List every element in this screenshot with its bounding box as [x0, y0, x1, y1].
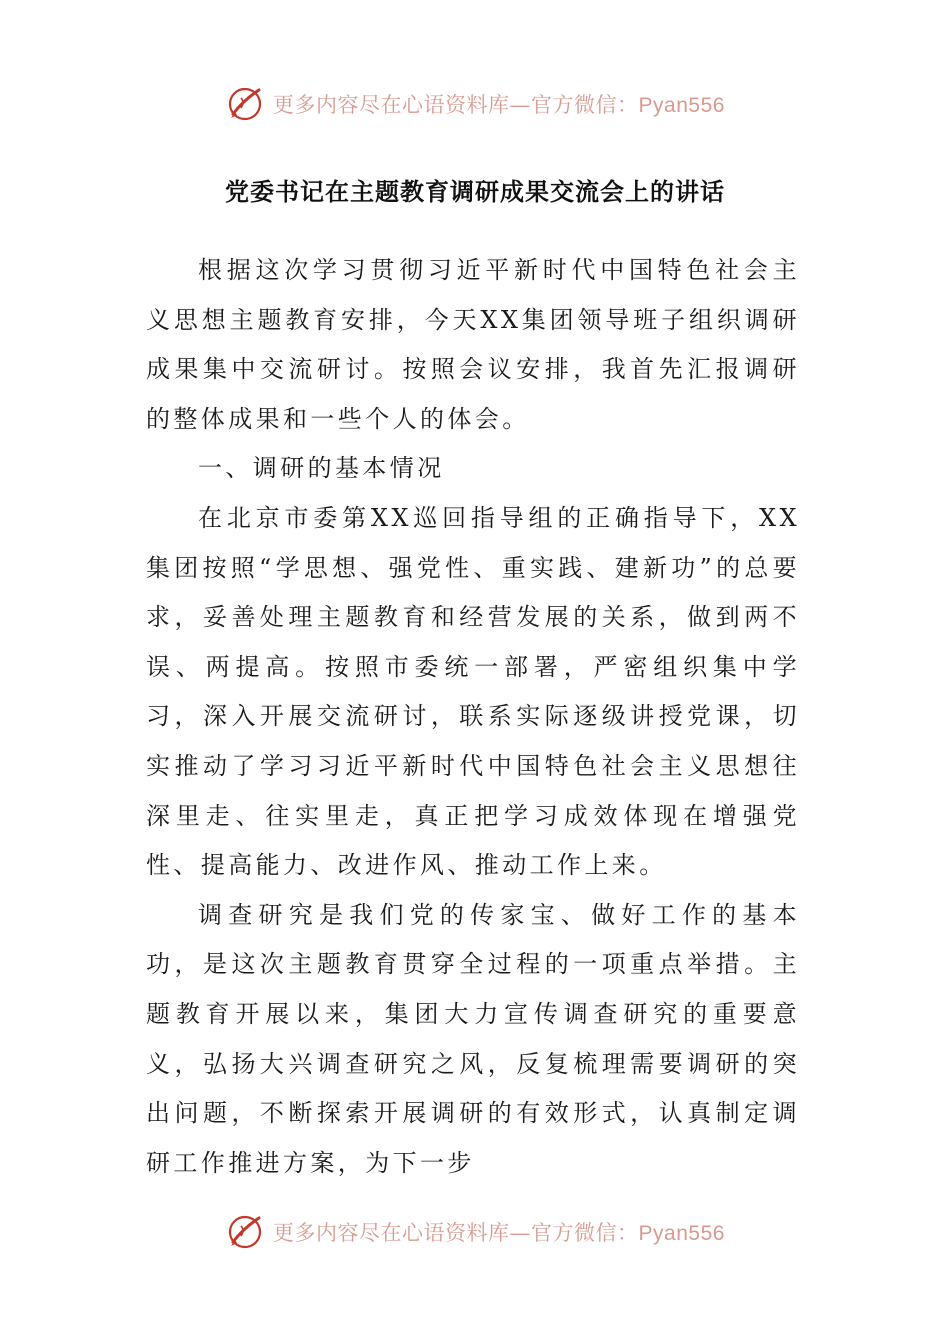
document-title: 党委书记在主题教育调研成果交流会上的讲话 [225, 178, 725, 206]
watermark-wechat-id: Pyan556 [638, 1222, 725, 1245]
paragraph-situation: 在北京市委第XX巡回指导组的正确指导下，XX集团按照“学思想、强党性、重实践、建新功”的总要求，妥善处理主题教育和经营发展的关系，做到两不误、两提高。按照市委统一部署，严密组织集中学习，深入开展交流研讨，联系实际逐级讲授党课，切实推动了学习习近平新时代中国特色社会主义思想往深里走、往实里走，真正把学习成效体现在增强党性、提高能力、改进作风、推动工作上来。 [146, 503, 800, 880]
pen-logo-icon [225, 1212, 265, 1252]
watermark-site-text: 更多内容尽在心语资料库—官方微信： [273, 1221, 639, 1245]
watermark-wechat-id: Pyan556 [638, 94, 725, 117]
section-heading: 一、调研的基本情况 [198, 454, 445, 483]
watermark-text [273, 1217, 725, 1247]
watermark-text [273, 89, 725, 119]
footer-watermark [0, 1208, 950, 1256]
paragraph-intro: 根据这次学习贯彻习近平新时代中国特色社会主义思想主题教育安排，今天XX集团领导班子组织调研成果集中交流研讨。按照会议安排，我首先汇报调研的整体成果和一些个人的体会。 [146, 256, 800, 433]
pen-logo-icon [225, 84, 265, 124]
paragraph-research: 调查研究是我们党的传家宝、做好工作的基本功，是这次主题教育贯穿全过程的一项重点举措。主题教育开展以来，集团大力宣传调查研究的重要意义，弘扬大兴调查研究之风，反复梳理需要调研的突出问题，不断探索开展调研的有效形式，认真制定调研工作推进方案，为下一步 [146, 900, 800, 1177]
document-body [146, 246, 800, 1188]
header-watermark [0, 80, 950, 128]
watermark-site-text: 更多内容尽在心语资料库—官方微信： [273, 93, 639, 117]
